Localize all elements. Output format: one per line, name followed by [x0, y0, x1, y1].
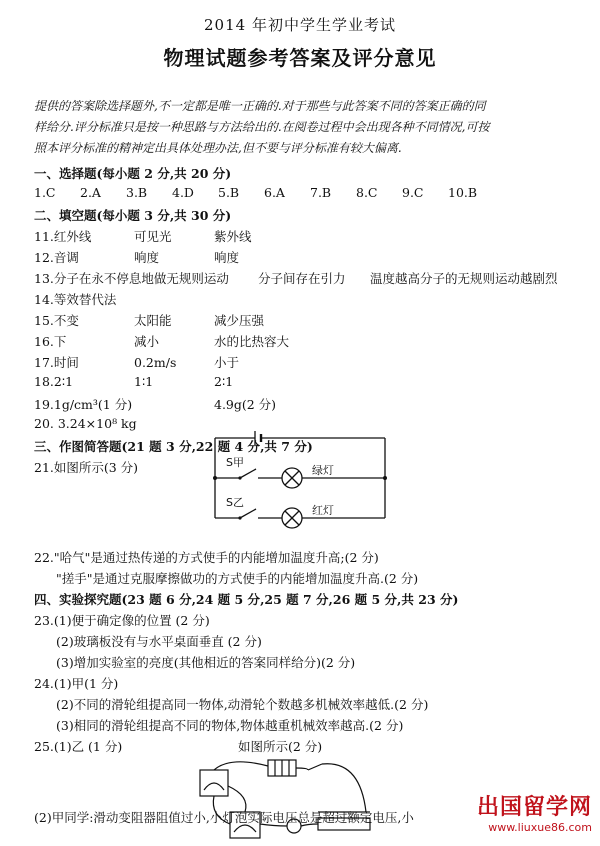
wire-a	[214, 762, 268, 770]
switch-2-blade	[240, 509, 256, 518]
section-2-heading: 二、填空题(每小题 3 分,共 30 分)	[34, 208, 232, 223]
answer-19-part-1: 19.1g/cm³(1 分)	[34, 397, 133, 412]
answer-24-line-1: 24.(1)甲(1 分)	[34, 676, 119, 691]
answer-11	[34, 227, 252, 245]
switch-1-label: S甲	[226, 456, 244, 469]
experiment-apparatus-figure	[190, 756, 380, 846]
answer-13-part-3: 温度越高分子的无规则运动越剧烈	[370, 271, 558, 286]
answer-13-part-2: 分子间存在引力	[258, 271, 346, 286]
answer-20	[34, 416, 137, 431]
switch-2-label: S乙	[226, 496, 244, 509]
choice-answers-row	[34, 185, 494, 200]
answer-1: 1.C	[34, 185, 56, 200]
answer-10: 10.B	[448, 185, 478, 200]
answer-12-part-1: 12.音调	[34, 250, 79, 265]
red-lamp-label: 红灯	[312, 504, 334, 517]
switch-1-blade	[240, 469, 256, 478]
exam-title: 2014 年初中学生学业考试	[204, 16, 396, 34]
answer-key-title: 物理试题参考答案及评分意见	[163, 46, 437, 70]
answer-18	[34, 374, 233, 389]
answer-15-part-3: 减少压强	[214, 313, 265, 328]
answer-19-part-2: 4.9g(2 分)	[214, 397, 277, 412]
answer-16-part-2: 减小	[134, 334, 160, 349]
section-1-heading: 一、选择题(每小题 2 分,共 20 分)	[34, 166, 232, 181]
answer-18-part-1: 18.2∶1	[34, 374, 74, 389]
answer-12	[34, 248, 239, 266]
answer-11-part-1: 11.红外线	[34, 229, 92, 244]
answer-13	[34, 269, 558, 287]
intro-line-1: 提供的答案除选择题外,不一定都是唯一正确的.对于那些与此答案不同的答案正确的同	[34, 99, 486, 113]
answer-25-line-2: (2)甲同学:滑动变阻器阻值过小,小灯泡实际电压总是超过额定电压,小	[34, 810, 414, 825]
answer-4: 4.D	[172, 185, 194, 200]
answer-9: 9.C	[402, 185, 424, 200]
switch-1-pivot	[238, 476, 241, 479]
answer-8: 8.C	[356, 185, 378, 200]
switch-2-pivot	[238, 516, 241, 519]
circuit-diagram	[200, 428, 400, 543]
answer-12-part-2: 响度	[134, 250, 160, 265]
answer-12-part-3: 响度	[214, 250, 240, 265]
answer-23-line-3: (3)增加实验室的亮度(其他相近的答案同样给分)(2 分)	[56, 655, 356, 670]
junction-right-1	[383, 476, 387, 480]
answer-15	[34, 311, 264, 329]
answer-17-part-2: 0.2m/s	[134, 355, 177, 370]
answer-17-part-1: 17.时间	[34, 355, 79, 370]
answer-22-line-2: "搓手"是通过克服摩擦做功的方式使手的内能增加温度升高.(2 分)	[56, 571, 419, 586]
answer-13-part-1: 13.分子在永不停息地做无规则运动	[34, 271, 229, 286]
answer-14	[34, 290, 116, 308]
meter-1-dial	[204, 783, 224, 790]
site-watermark	[477, 790, 592, 834]
answer-15-part-1: 15.不变	[34, 313, 79, 328]
junction-left-1	[213, 476, 217, 480]
watermark-brand: 出国留学网	[476, 795, 592, 820]
green-lamp-label: 绿灯	[312, 464, 334, 477]
answer-23-line-2: (2)玻璃板没有与水平桌面垂直 (2 分)	[56, 634, 262, 649]
answer-15-part-2: 太阳能	[134, 313, 172, 328]
wire-b	[296, 768, 308, 770]
section-3-heading: 三、作图简答题(21 题 3 分,22 题 4 分,共 7 分)	[34, 439, 313, 454]
apparatus-switch	[308, 764, 322, 770]
meter-2-dial	[234, 825, 256, 832]
answer-23-line-1: 23.(1)便于确定像的位置 (2 分)	[34, 613, 210, 628]
answer-20-part-1: 20. 3.24×10⁸ kg	[34, 416, 137, 431]
answer-25-figure-label: 如图所示(2 分)	[238, 739, 323, 754]
answer-18-part-3: 2∶1	[214, 374, 234, 389]
intro-line-3: 照本评分标准的精神定出具体处理办法,但不要与评分标准有较大偏离.	[34, 141, 402, 155]
intro-line-2: 样给分.评分标准只是按一种思路与方法给出的.在阅卷过程中会出现各种不同情况,可按	[34, 120, 490, 134]
section-4-heading: 四、实验探究题(23 题 6 分,24 题 5 分,25 题 7 分,26 题 5 分,共 23 分)	[34, 592, 459, 607]
answer-6: 6.A	[264, 185, 285, 200]
answer-7: 7.B	[310, 185, 332, 200]
answer-5: 5.B	[218, 185, 240, 200]
answer-22-line-1: 22."哈气"是通过热传递的方式使手的内能增加温度升高;(2 分)	[34, 550, 379, 565]
answer-21-label: 21.如图所示(3 分)	[34, 460, 139, 475]
answer-19	[34, 395, 276, 413]
answer-16-part-1: 16.下	[34, 334, 67, 349]
answer-3: 3.B	[126, 185, 148, 200]
answer-2: 2.A	[80, 185, 101, 200]
answer-25-line-1: 25.(1)乙 (1 分)	[34, 739, 123, 754]
answer-24-line-3: (3)相同的滑轮组提高不同的物体,物体越重机械效率越高.(2 分)	[56, 718, 404, 733]
wire-c	[322, 764, 366, 812]
answer-24-line-2: (2)不同的滑轮组提高同一物体,动滑轮个数越多机械效率越低.(2 分)	[56, 697, 429, 712]
answer-11-part-3: 紫外线	[214, 229, 252, 244]
answer-17-part-3: 小于	[214, 355, 240, 370]
answer-11-part-2: 可见光	[134, 229, 172, 244]
answer-18-part-2: 1∶1	[134, 374, 154, 389]
answer-16-part-3: 水的比热容大	[214, 334, 290, 349]
answer-14-part-1: 14.等效替代法	[34, 292, 117, 307]
answer-16	[34, 332, 289, 350]
watermark-url: www.liuxue86.com	[488, 821, 592, 834]
answer-17	[34, 353, 239, 371]
